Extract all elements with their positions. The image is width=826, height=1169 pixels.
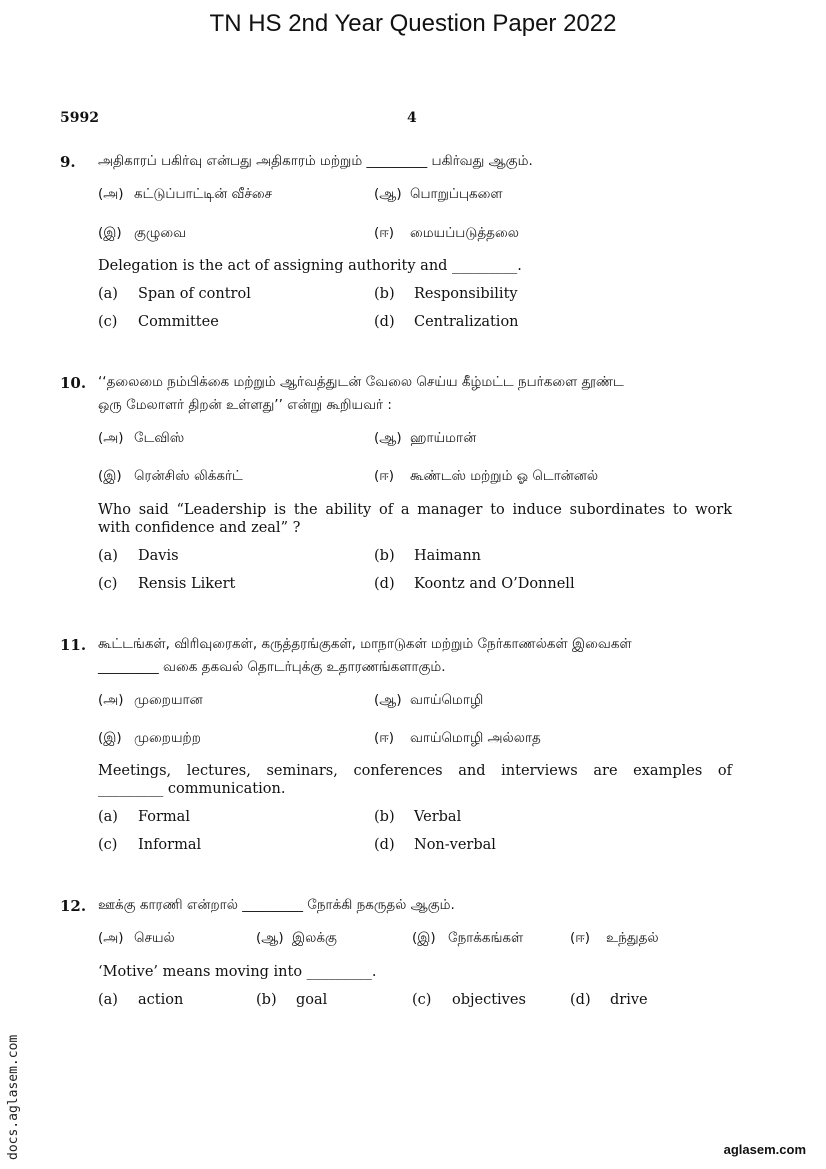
option-d: (d) Centralization xyxy=(374,314,519,330)
question-text-english: Meetings, lectures, seminars, conferences and interviews are examples of xyxy=(98,763,732,779)
question-number: 12. xyxy=(60,897,87,915)
option-a: (a) Formal xyxy=(98,809,190,825)
question-text-english: ‘Motive’ means moving into _________. xyxy=(98,964,377,980)
footer-brand: aglasem.com xyxy=(723,1142,806,1157)
question-text-tamil: ஊக்கு காரணி என்றால் _________ நோக்கி நகருதல் ஆகும். xyxy=(98,897,455,913)
option-tamil-d: (ஈ) உந்துதல் xyxy=(570,930,659,946)
question-number: 11. xyxy=(60,636,87,654)
question-text-tamil: அதிகாரப் பகிர்வு என்பது அதிகாரம் மற்றும் _________ பகிர்வது ஆகும். xyxy=(98,153,533,169)
option-a: (a) Davis xyxy=(98,548,179,564)
option-tamil-c: (இ) முறையற்ற xyxy=(98,730,201,746)
option-b: (b) Haimann xyxy=(374,548,481,564)
option-tamil-b: (ஆ) ஹாய்மான் xyxy=(374,430,477,446)
option-c: (c) objectives xyxy=(412,992,526,1008)
question-paper-code: 5992 xyxy=(60,110,99,126)
option-c: (c) Rensis Likert xyxy=(98,576,236,592)
option-d: (d) Koontz and O’Donnell xyxy=(374,576,575,592)
document-banner-title: TN HS 2nd Year Question Paper 2022 xyxy=(209,10,617,37)
option-a: (a) Span of control xyxy=(98,286,251,302)
page-number: 4 xyxy=(407,110,417,126)
option-b: (b) Responsibility xyxy=(374,286,518,302)
question-text-tamil: ஒரு மேலாளர் திறன் உள்ளது’’ என்று கூறியவர் : xyxy=(98,397,392,413)
question-text-tamil: _________ வகை தகவல் தொடர்புக்கு உதாரணங்களாகும். xyxy=(98,659,446,675)
question-number: 9. xyxy=(60,153,76,171)
option-c: (c) Committee xyxy=(98,314,219,330)
option-tamil-b: (ஆ) பொறுப்புகளை xyxy=(374,186,503,202)
side-watermark: docs.aglasem.com xyxy=(6,1034,21,1160)
option-b: (b) goal xyxy=(256,992,328,1008)
option-tamil-a: (அ) முறையான xyxy=(98,692,203,708)
option-tamil-c: (இ) ரென்சிஸ் லிக்கர்ட் xyxy=(98,468,243,484)
option-tamil-a: (அ) கட்டுப்பாட்டின் வீச்சை xyxy=(98,186,273,202)
option-c: (c) Informal xyxy=(98,837,202,853)
option-a: (a) action xyxy=(98,992,184,1008)
question-text-english: Delegation is the act of assigning authority and _________. xyxy=(98,258,522,274)
option-d: (d) Non-verbal xyxy=(374,837,496,853)
option-tamil-d: (ஈ) மையப்படுத்தலை xyxy=(374,225,519,241)
question-text-tamil: கூட்டங்கள், விரிவுரைகள், கருத்தரங்குகள், மாநாடுகள் மற்றும் நேர்காணல்கள் இவைகள் xyxy=(98,636,632,652)
question-text-english: _________ communication. xyxy=(98,781,286,797)
option-tamil-c: (இ) நோக்கங்கள் xyxy=(412,930,524,946)
option-tamil-b: (ஆ) இலக்கு xyxy=(256,930,337,946)
option-tamil-d: (ஈ) கூண்டஸ் மற்றும் ஓ டொன்னல் xyxy=(374,468,599,484)
option-tamil-d: (ஈ) வாய்மொழி அல்லாத xyxy=(374,730,541,746)
option-d: (d) drive xyxy=(570,992,648,1008)
option-tamil-a: (அ) செயல் xyxy=(98,930,175,946)
question-number: 10. xyxy=(60,374,87,392)
option-tamil-a: (அ) டேவிஸ் xyxy=(98,430,185,446)
question-text-english: Who said “Leadership is the ability of a manager to induce subordinates to work xyxy=(98,502,732,518)
question-text-english: with confidence and zeal” ? xyxy=(98,520,301,536)
option-tamil-b: (ஆ) வாய்மொழி xyxy=(374,692,484,708)
option-tamil-c: (இ) குழுவை xyxy=(98,225,187,241)
option-b: (b) Verbal xyxy=(374,809,462,825)
question-text-tamil: ‘‘தலைமை நம்பிக்கை மற்றும் ஆர்வத்துடன் வேலை செய்ய கீழ்மட்ட நபர்களை தூண்ட xyxy=(98,374,624,390)
